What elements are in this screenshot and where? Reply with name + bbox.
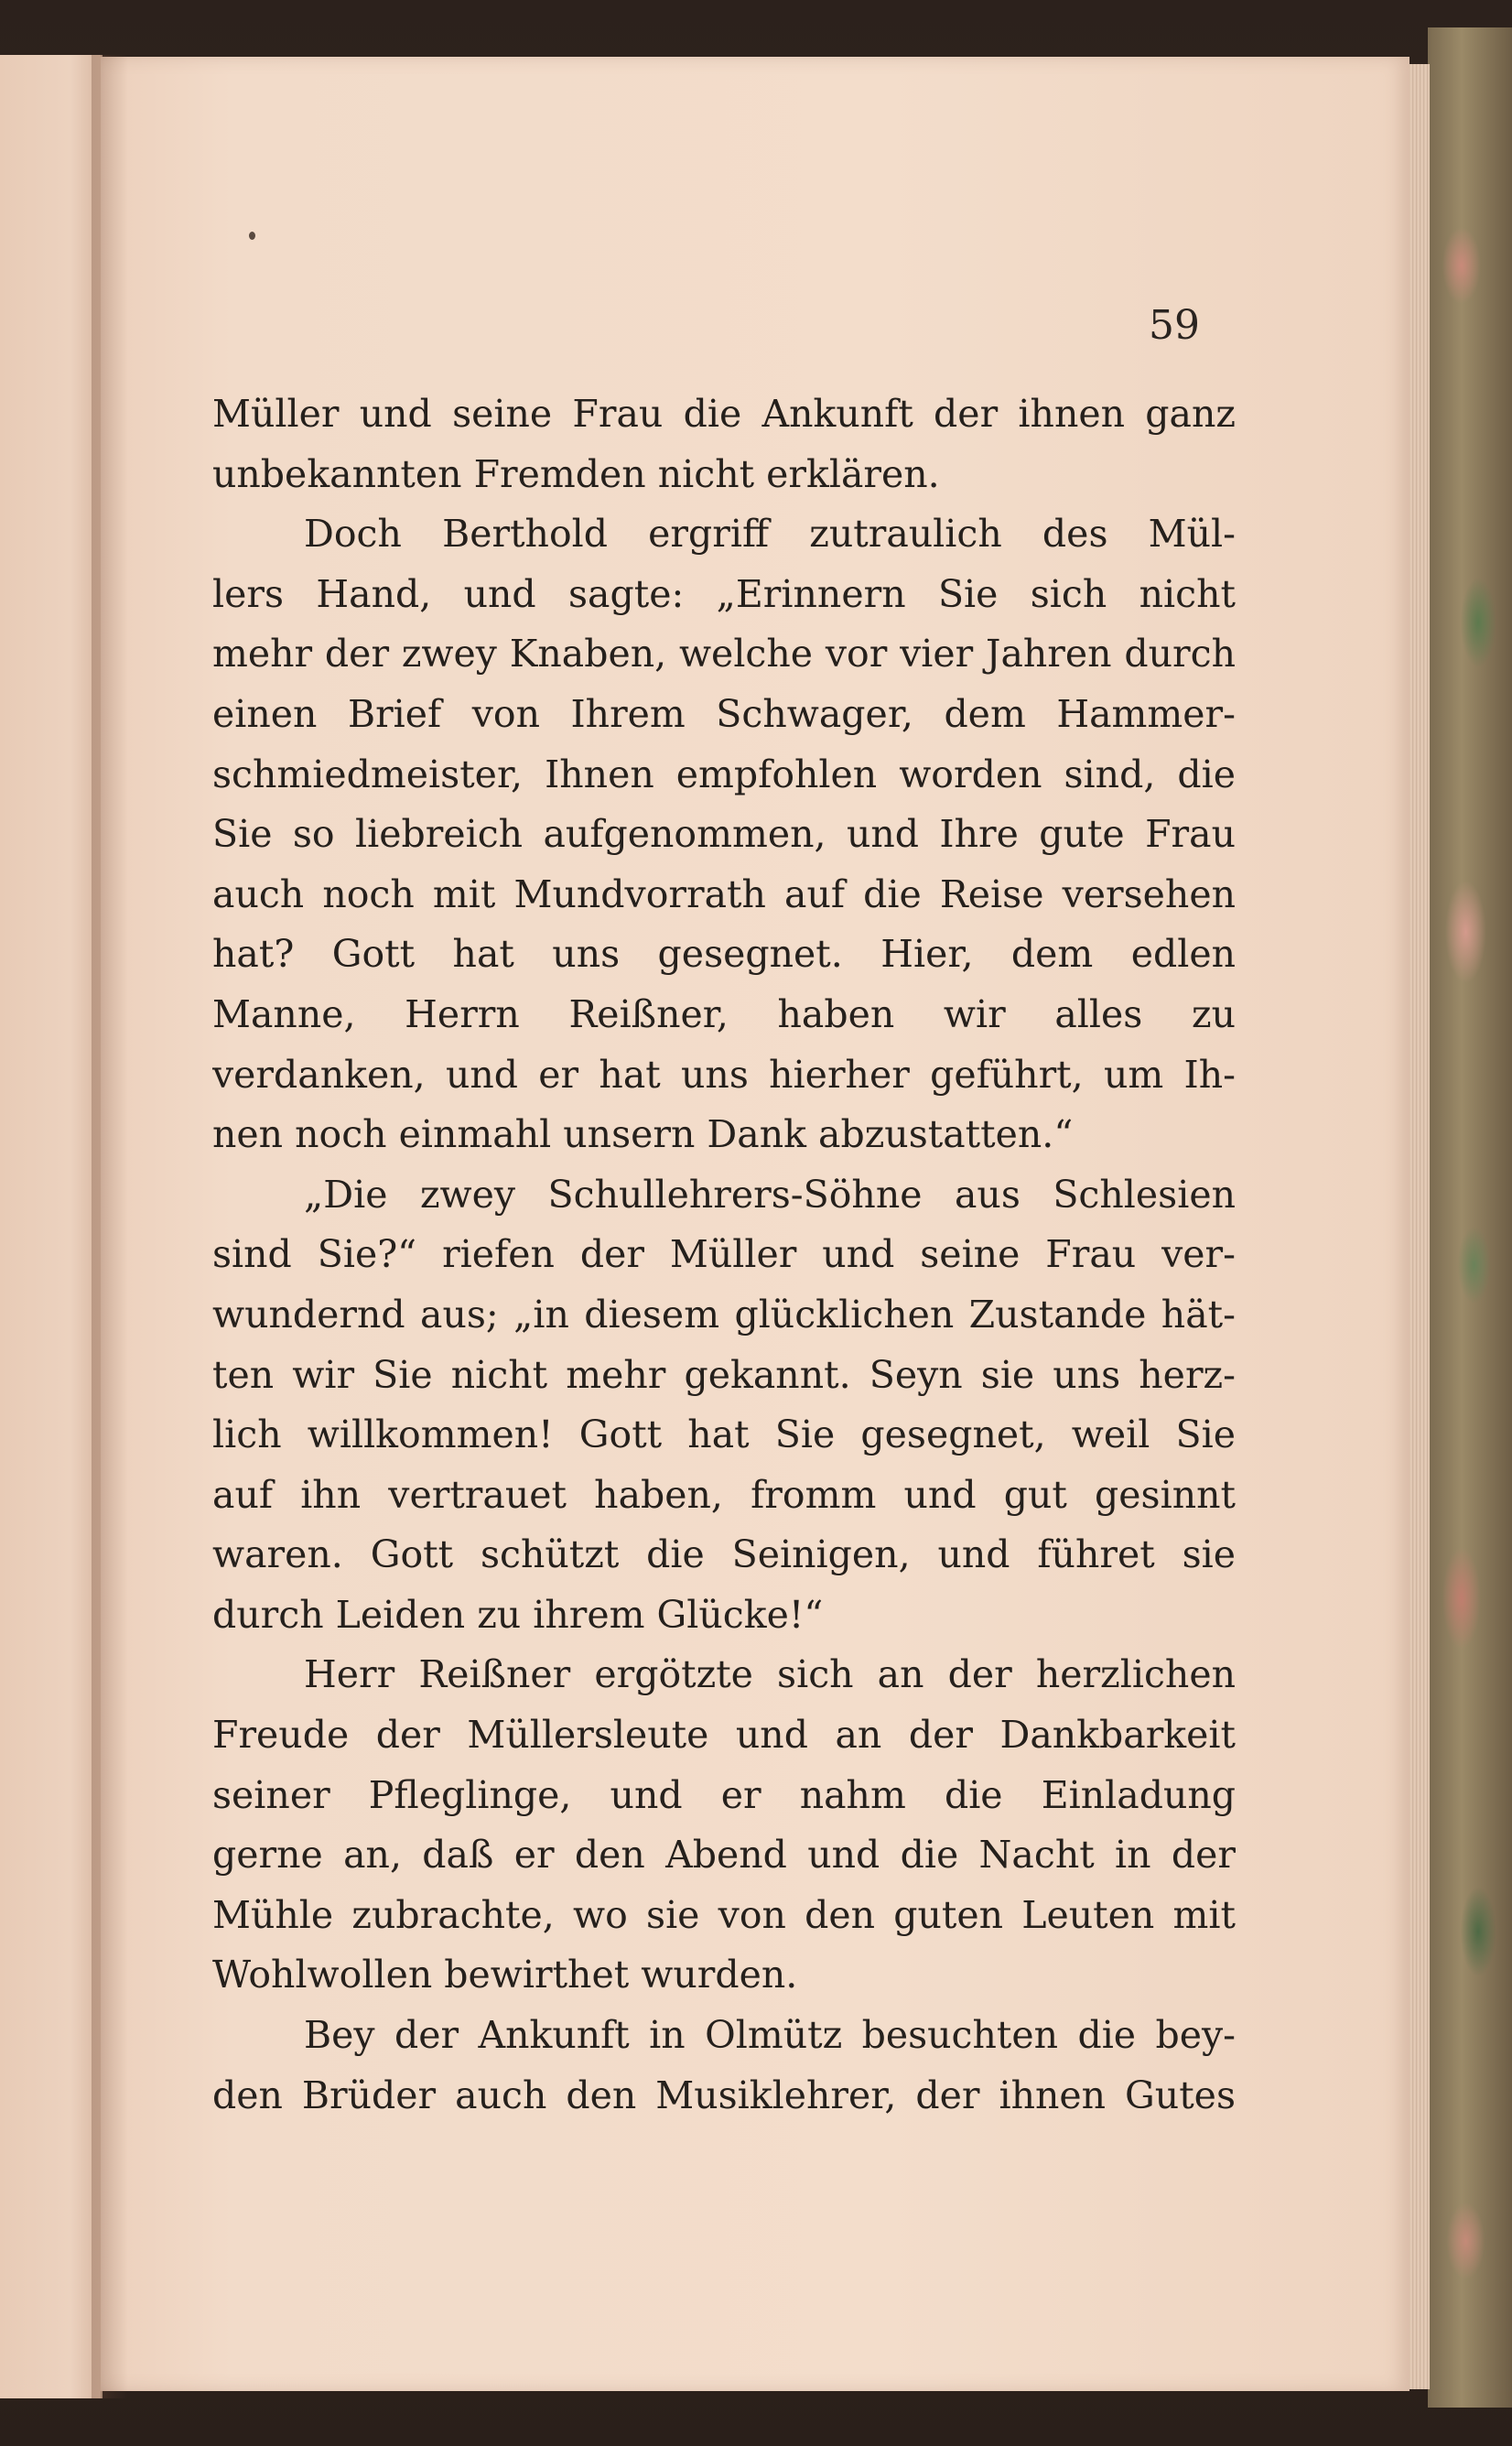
text-line: Doch Berthold ergriff zutraulich des Mül-: [304, 512, 1236, 557]
text-line: den Brüder auch den Musiklehrer, der ihnen Gutes: [212, 2073, 1236, 2117]
text-line: durch Leiden zu ihrem Glücke!“: [212, 1592, 824, 1637]
text-line: gerne an, daß er den Abend und die Nacht in der: [212, 1833, 1236, 1878]
marbled-cover-edge: [1428, 27, 1512, 2408]
text-line: Freude der Müllersleute und an der Dankbarkeit: [212, 1713, 1236, 1758]
text-line: auch noch mit Mundvorrath auf die Reise versehen: [212, 871, 1236, 916]
text-line: auf ihn vertrauet haben, fromm und gut gesinnt: [212, 1472, 1236, 1517]
text-line: einen Brief von Ihrem Schwager, dem Hammer-: [212, 691, 1236, 736]
ink-speck: [249, 232, 255, 240]
body-text: [212, 384, 1236, 2126]
text-line: waren. Gott schützt die Seinigen, und führet sie: [212, 1532, 1236, 1577]
text-line: lers Hand, und sagte: „Erinnern Sie sich nicht: [212, 571, 1236, 616]
text-line: mehr der zwey Knaben, welche vor vier Jahren durch: [212, 632, 1236, 676]
facing-page: [0, 55, 103, 2398]
text-line: Müller und seine Frau die Ankunft der ihnen ganz: [212, 392, 1236, 436]
text-line: Herr Reißner ergötzte sich an der herzlichen: [304, 1652, 1236, 1697]
text-line: wundernd aus; „in diesem glücklichen Zustande hät-: [212, 1292, 1236, 1337]
text-line: sind Sie?“ riefen der Müller und seine Frau ver-: [212, 1232, 1236, 1277]
page-number: 59: [1149, 302, 1200, 349]
text-line: Bey der Ankunft in Olmütz besuchten die bey-: [304, 2013, 1236, 2058]
text-line: ten wir Sie nicht mehr gekannt. Seyn sie uns herz-: [212, 1352, 1236, 1397]
text-line: hat? Gott hat uns gesegnet. Hier, dem edlen: [212, 932, 1236, 977]
page-block-edges: [1409, 64, 1430, 2389]
text-line: Wohlwollen bewirthet wurden.: [212, 1953, 798, 1997]
text-line: lich willkommen! Gott hat Sie gesegnet, weil Sie: [212, 1412, 1236, 1457]
text-line: verdanken, und er hat uns hierher geführt, um Ih-: [212, 1052, 1236, 1097]
text-line: seiner Pfleglinge, und er nahm die Einladung: [212, 1772, 1236, 1817]
text-line: „Die zwey Schullehrers-Söhne aus Schlesien: [304, 1172, 1236, 1217]
text-line: unbekannten Fremden nicht erklären.: [212, 451, 940, 496]
text-line: Sie so liebreich aufgenommen, und Ihre gute Frau: [212, 812, 1236, 857]
text-line: schmiedmeister, Ihnen empfohlen worden sind, die: [212, 752, 1236, 796]
text-line: Mühle zubrachte, wo sie von den guten Leuten mit: [212, 1892, 1236, 1937]
text-line: nen noch einmahl unsern Dank abzustatten.“: [212, 1112, 1074, 1157]
text-line: Manne, Herrn Reißner, haben wir alles zu: [212, 991, 1236, 1036]
spine-gutter-shadow: [92, 55, 128, 2398]
